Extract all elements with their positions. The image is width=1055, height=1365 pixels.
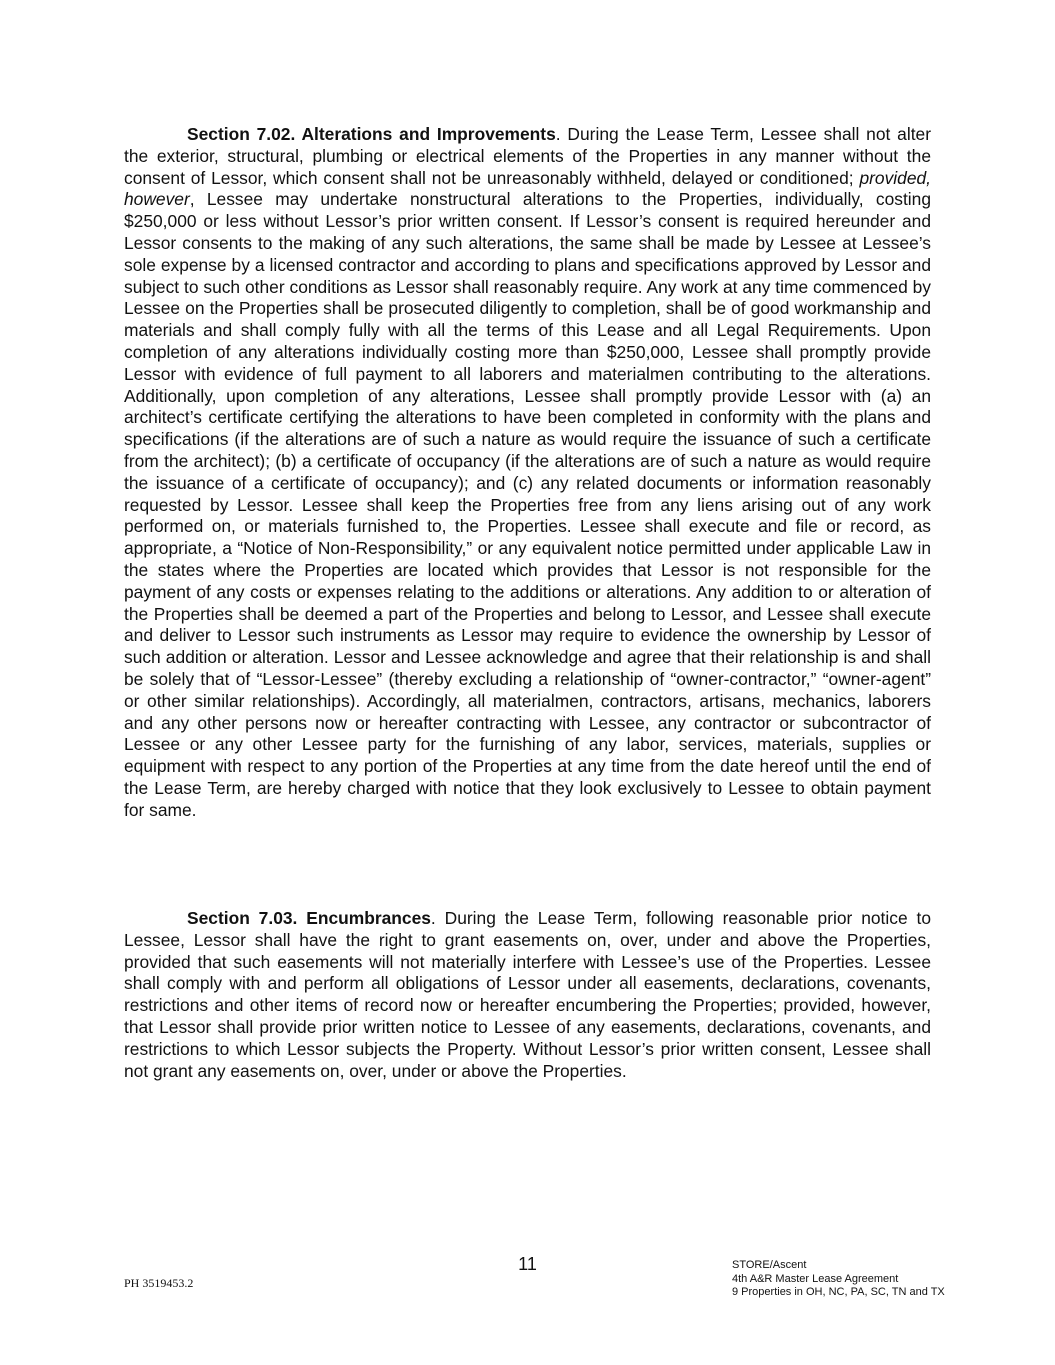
footer-line-properties: 9 Properties in OH, NC, PA, SC, TN and TX bbox=[732, 1286, 945, 1298]
section-7-03-text: During the Lease Term, following reasonable prior notice to Lessee, Lessor shall have the right to grant easements on, over, under and above the Properties, provided that such easements will not materially interfere with Lessee’s use of the Properties. Lessee shall comply with and perform all obligations of Lessor under all easements, declarations, covenants, restrictions and other items of record now or hereafter encumbering the Properties; provided, however, that Lessor shall provide prior written notice to Lessee of any easements, declarations, covenants, and restrictions to which Lessor subjects the Property. Without Lessor’s prior written consent, Lessee shall not grant any easements on, over, under or above the Properties. bbox=[124, 908, 931, 1081]
section-7-02-paragraph bbox=[124, 124, 931, 822]
footer-line-agreement: 4th A&R Master Lease Agreement bbox=[732, 1272, 899, 1285]
page-number: 11 bbox=[518, 1254, 537, 1274]
section-7-02-heading-period: . bbox=[555, 124, 561, 144]
section-7-02-text-part-2: , Lessee may undertake nonstructural alterations to the Properties, individually, costing $250,000 or less without Lessor’s prior written consent. If Lessor’s consent is required hereunder and Lessor consents to the making of any such alterations, the same shall be made by Lessee at Lessee’s sole expense by a licensed contractor and according to plans and specifications approved by Lessor and subject to such other conditions as Lessor shall reasonably require. Any work at any time commenced by Lessee on the Properties shall be prosecuted diligently to completion, shall be of good workmanship and materials and shall comply fully with all the terms of this Lease and all Legal Requirements. Upon completion of any alterations individually costing more than $250,000, Lessee shall promptly provide Lessor with evidence of full payment to all laborers and materialmen contributing to the alterations. Additionally, upon completion of any alterations, Lessee shall promptly provide Lessor with (a) an architect’s certificate certifying the alterations to have been completed in conformity with the plans and specifications (if the alterations are of such a nature as would require the issuance of such a certificate from the architect); (b) a certificate of occupancy (if the alterations are of such a nature as would require the issuance of a certificate of occupancy); and (c) any related documents or information reasonably requested by Lessor. Lessee shall keep the Properties free from any liens arising out of any work performed on, or materials furnished to, the Properties. Lessee shall execute and file or record, as appropriate, a “Notice of Non-Responsibility,” or any equivalent notice permitted under applicable Law in the states where the Properties are located which provides that Lessor is not responsible for the payment of any costs or expenses relating to the additions or alterations. Any addition to or alteration of the Properties shall be deemed a part of the Properties and belong to Lessor, and Lessee shall execute and deliver to Lessor such instruments as Lessor may require to evidence the ownership by Lessor of such addition or alteration. Lessor and Lessee acknowledge and agree that their relationship is and shall be solely that of “Lessor-Lessee” (thereby excluding a relationship of “owner-contractor,” “owner-agent” or other similar relationships). Accordingly, all materialmen, contractors, artisans, mechanics, laborers and any other persons now or hereafter contracting with Lessee, any contractor or subcontractor of Lessee or any other Lessee party for the furnishing of any labor, services, materials, supplies or equipment with respect to any portion of the Properties at any time from the date hereof until the end of the Lease Term, are hereby charged with notice that they look exclusively to Lessee to obtain payment for same. bbox=[124, 189, 931, 820]
section-7-03-heading-period: . bbox=[430, 908, 436, 928]
section-7-03-paragraph bbox=[124, 908, 931, 1082]
section-7-02-proviso-italic: provided, however bbox=[124, 167, 931, 210]
section-7-02-heading: Section 7.02. Alterations and Improvements bbox=[187, 124, 556, 144]
footer-line-client: STORE/Ascent bbox=[732, 1259, 807, 1271]
footer-document-info bbox=[732, 1259, 945, 1300]
section-7-03-heading: Section 7.03. Encumbrances bbox=[187, 908, 431, 928]
document-id: PH 3519453.2 bbox=[124, 1276, 194, 1290]
section-7-02-text-part-1: During the Lease Term, Lessee shall not alter the exterior, structural, plumbing or electrical elements of the Properties in any manner without the consent of Lessor, which consent shall not be unreasonably withheld, delayed or conditioned; bbox=[124, 124, 931, 188]
